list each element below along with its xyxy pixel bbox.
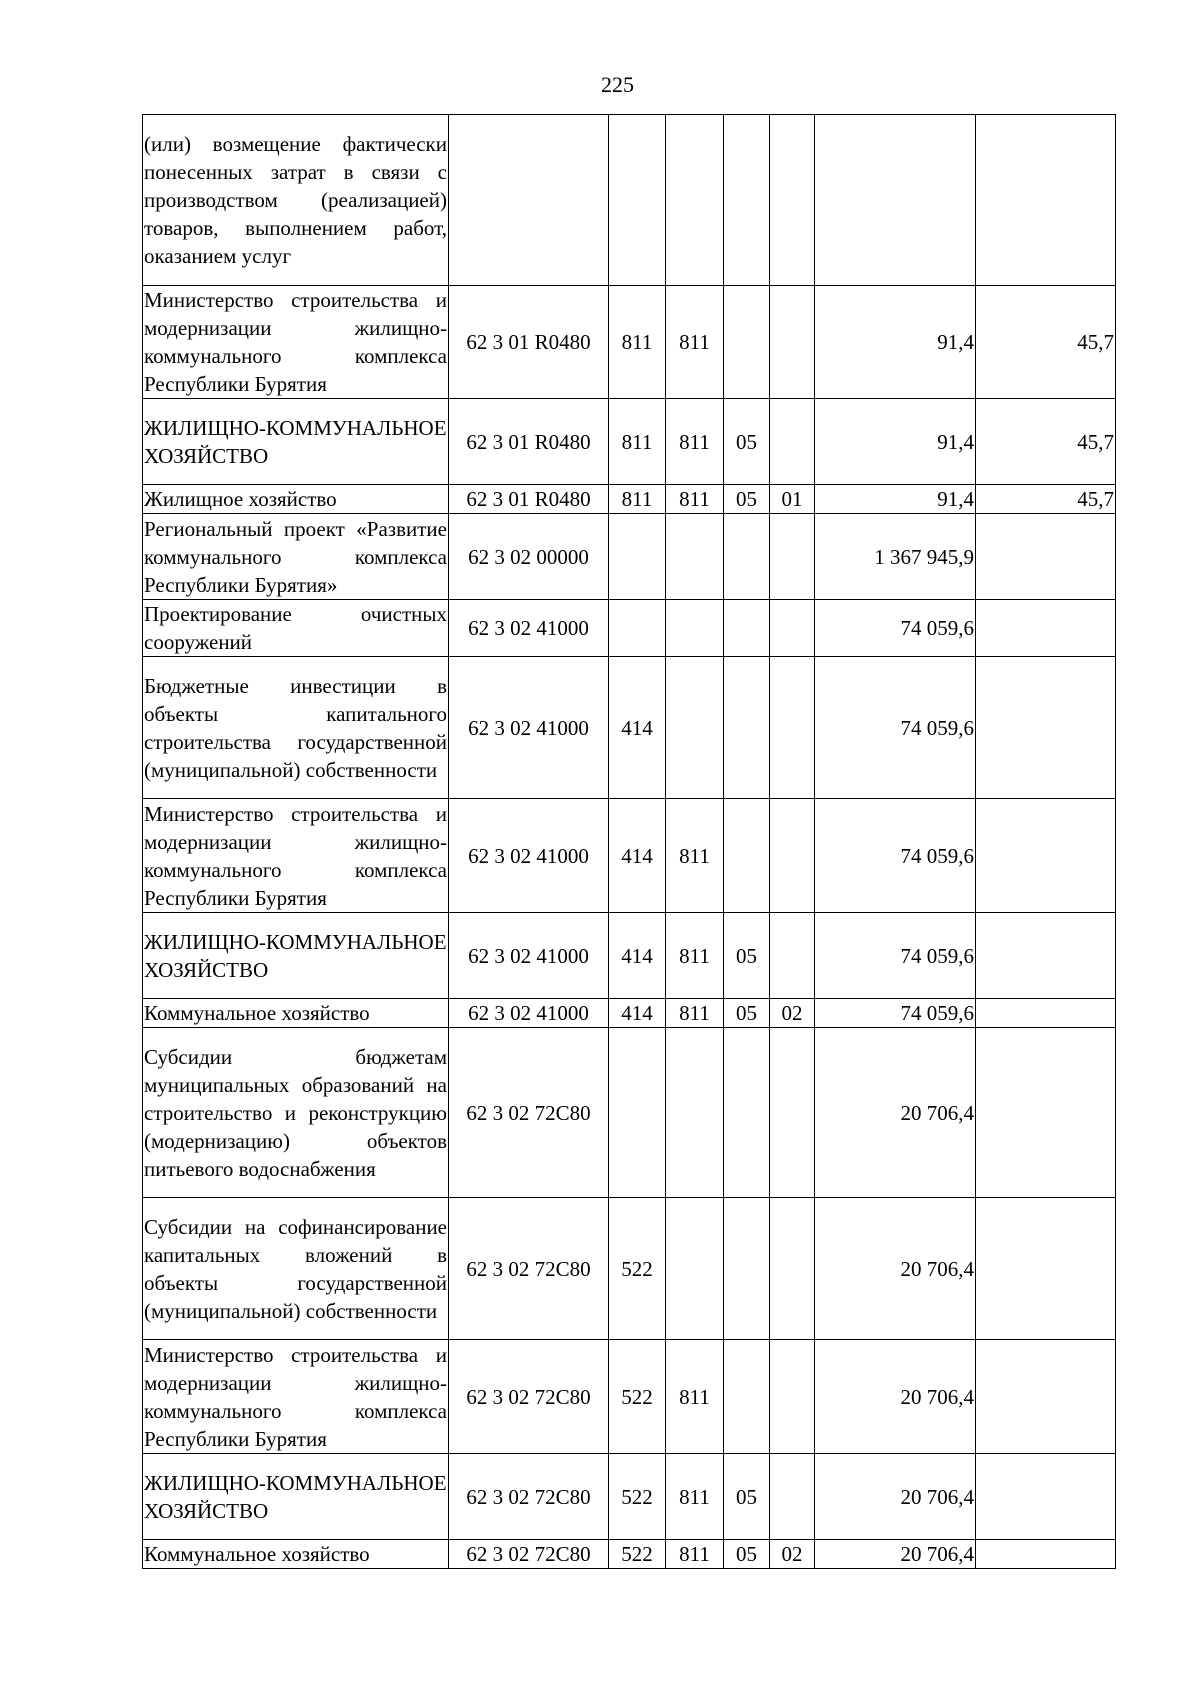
subsection-code-cell: [770, 1198, 815, 1340]
expense-type-cell: 414: [609, 657, 666, 799]
section-code-cell: [724, 657, 770, 799]
amount-1-cell: 91,4: [815, 399, 976, 485]
section-code-cell: [724, 286, 770, 399]
amount-2-cell: [976, 999, 1116, 1028]
row-name-cell: Жилищное хозяйство: [143, 485, 449, 514]
amount-2-cell: 45,7: [976, 485, 1116, 514]
amount-1-cell: 20 706,4: [815, 1198, 976, 1340]
amount-2-cell: 45,7: [976, 286, 1116, 399]
target-code-cell: 62 3 02 41000: [449, 999, 609, 1028]
row-name-cell: Коммунальное хозяйство: [143, 1540, 449, 1569]
table-row: [143, 1340, 1116, 1454]
amount-2-cell: 45,7: [976, 399, 1116, 485]
row-name-cell: ЖИЛИЩНО-КОММУНАЛЬНОЕ ХОЗЯЙСТВО: [143, 399, 449, 485]
table-row: [143, 1198, 1116, 1340]
amount-2-cell: [976, 600, 1116, 657]
row-name-cell: Министерство строительства и модернизации жилищно-коммунального комплекса Республики Бурятия: [143, 799, 449, 913]
table-row: [143, 399, 1116, 485]
section-code-cell: 05: [724, 485, 770, 514]
expense-type-cell: 522: [609, 1540, 666, 1569]
subsection-code-cell: [770, 115, 815, 286]
subsection-code-cell: [770, 1454, 815, 1540]
target-code-cell: 62 3 02 72С80: [449, 1540, 609, 1569]
row-name-cell: ЖИЛИЩНО-КОММУНАЛЬНОЕ ХОЗЯЙСТВО: [143, 1454, 449, 1540]
table-row: [143, 514, 1116, 600]
ministry-code-cell: 811: [666, 399, 724, 485]
amount-2-cell: [976, 799, 1116, 913]
section-code-cell: 05: [724, 999, 770, 1028]
amount-2-cell: [976, 514, 1116, 600]
section-code-cell: 05: [724, 1540, 770, 1569]
expense-type-cell: 811: [609, 399, 666, 485]
ministry-code-cell: [666, 514, 724, 600]
section-code-cell: [724, 600, 770, 657]
expense-type-cell: 522: [609, 1340, 666, 1454]
amount-2-cell: [976, 1028, 1116, 1198]
ministry-code-cell: [666, 657, 724, 799]
expense-type-cell: 414: [609, 799, 666, 913]
expense-type-cell: [609, 1028, 666, 1198]
row-name-cell: Министерство строительства и модернизации жилищно-коммунального комплекса Республики Бурятия: [143, 286, 449, 399]
ministry-code-cell: 811: [666, 1454, 724, 1540]
ministry-code-cell: 811: [666, 485, 724, 514]
row-name-cell: Коммунальное хозяйство: [143, 999, 449, 1028]
row-name-cell: Региональный проект «Развитие коммунального комплекса Республики Бурятия»: [143, 514, 449, 600]
section-code-cell: 05: [724, 399, 770, 485]
section-code-cell: [724, 1340, 770, 1454]
ministry-code-cell: 811: [666, 1340, 724, 1454]
target-code-cell: 62 3 02 41000: [449, 913, 609, 999]
table-row: [143, 115, 1116, 286]
target-code-cell: 62 3 01 R0480: [449, 485, 609, 514]
amount-2-cell: [976, 657, 1116, 799]
amount-1-cell: [815, 115, 976, 286]
row-name-cell: Проектирование очистных сооружений: [143, 600, 449, 657]
table-row: [143, 1454, 1116, 1540]
target-code-cell: 62 3 01 R0480: [449, 286, 609, 399]
amount-1-cell: 20 706,4: [815, 1540, 976, 1569]
amount-2-cell: [976, 1198, 1116, 1340]
ministry-code-cell: [666, 1028, 724, 1198]
row-name-cell: ЖИЛИЩНО-КОММУНАЛЬНОЕ ХОЗЯЙСТВО: [143, 913, 449, 999]
subsection-code-cell: 02: [770, 999, 815, 1028]
ministry-code-cell: 811: [666, 1540, 724, 1569]
amount-2-cell: [976, 913, 1116, 999]
amount-1-cell: 74 059,6: [815, 600, 976, 657]
ministry-code-cell: 811: [666, 286, 724, 399]
target-code-cell: 62 3 02 41000: [449, 600, 609, 657]
amount-1-cell: 91,4: [815, 286, 976, 399]
subsection-code-cell: 01: [770, 485, 815, 514]
target-code-cell: 62 3 02 00000: [449, 514, 609, 600]
target-code-cell: 62 3 02 72С80: [449, 1028, 609, 1198]
table-row: [143, 1028, 1116, 1198]
expense-type-cell: 522: [609, 1198, 666, 1340]
row-name-cell: Бюджетные инвестиции в объекты капитального строительства государственной (муниципальной) собственности: [143, 657, 449, 799]
subsection-code-cell: [770, 799, 815, 913]
section-code-cell: [724, 1198, 770, 1340]
section-code-cell: [724, 799, 770, 913]
expense-type-cell: 414: [609, 999, 666, 1028]
expense-type-cell: 811: [609, 286, 666, 399]
amount-2-cell: [976, 1454, 1116, 1540]
subsection-code-cell: 02: [770, 1540, 815, 1569]
table-row: [143, 999, 1116, 1028]
amount-1-cell: 74 059,6: [815, 913, 976, 999]
target-code-cell: 62 3 02 41000: [449, 799, 609, 913]
table-row: [143, 799, 1116, 913]
expense-type-cell: 414: [609, 913, 666, 999]
expense-type-cell: [609, 600, 666, 657]
ministry-code-cell: [666, 115, 724, 286]
amount-2-cell: [976, 1340, 1116, 1454]
subsection-code-cell: [770, 657, 815, 799]
expense-type-cell: [609, 115, 666, 286]
amount-2-cell: [976, 115, 1116, 286]
amount-2-cell: [976, 1540, 1116, 1569]
target-code-cell: 62 3 02 72С80: [449, 1198, 609, 1340]
target-code-cell: 62 3 01 R0480: [449, 399, 609, 485]
amount-1-cell: 1 367 945,9: [815, 514, 976, 600]
target-code-cell: [449, 115, 609, 286]
table-row: [143, 286, 1116, 399]
ministry-code-cell: 811: [666, 799, 724, 913]
target-code-cell: 62 3 02 72С80: [449, 1340, 609, 1454]
budget-table: [142, 114, 1116, 1569]
subsection-code-cell: [770, 286, 815, 399]
expense-type-cell: [609, 514, 666, 600]
subsection-code-cell: [770, 600, 815, 657]
table-row: [143, 485, 1116, 514]
subsection-code-cell: [770, 1028, 815, 1198]
amount-1-cell: 20 706,4: [815, 1340, 976, 1454]
section-code-cell: [724, 1028, 770, 1198]
expense-type-cell: 811: [609, 485, 666, 514]
amount-1-cell: 20 706,4: [815, 1454, 976, 1540]
row-name-cell: (или) возмещение фактически понесенных затрат в связи с производством (реализацией) товаров, выполнением работ, оказанием услуг: [143, 115, 449, 286]
page-number: 225: [601, 72, 634, 97]
section-code-cell: 05: [724, 913, 770, 999]
subsection-code-cell: [770, 913, 815, 999]
target-code-cell: 62 3 02 41000: [449, 657, 609, 799]
row-name-cell: Субсидии бюджетам муниципальных образований на строительство и реконструкцию (модернизацию) объектов питьевого водоснабжения: [143, 1028, 449, 1198]
row-name-cell: Министерство строительства и модернизации жилищно-коммунального комплекса Республики Бурятия: [143, 1340, 449, 1454]
amount-1-cell: 74 059,6: [815, 799, 976, 913]
table-row: [143, 1540, 1116, 1569]
section-code-cell: [724, 115, 770, 286]
amount-1-cell: 74 059,6: [815, 999, 976, 1028]
table-row: [143, 657, 1116, 799]
amount-1-cell: 91,4: [815, 485, 976, 514]
ministry-code-cell: 811: [666, 999, 724, 1028]
table-row: [143, 913, 1116, 999]
table-row: [143, 600, 1116, 657]
section-code-cell: [724, 514, 770, 600]
subsection-code-cell: [770, 399, 815, 485]
expense-type-cell: 522: [609, 1454, 666, 1540]
subsection-code-cell: [770, 1340, 815, 1454]
amount-1-cell: 20 706,4: [815, 1028, 976, 1198]
amount-1-cell: 74 059,6: [815, 657, 976, 799]
row-name-cell: Субсидии на софинансирование капитальных вложений в объекты государственной (муниципальной) собственности: [143, 1198, 449, 1340]
subsection-code-cell: [770, 514, 815, 600]
ministry-code-cell: 811: [666, 913, 724, 999]
ministry-code-cell: [666, 1198, 724, 1340]
ministry-code-cell: [666, 600, 724, 657]
section-code-cell: 05: [724, 1454, 770, 1540]
target-code-cell: 62 3 02 72С80: [449, 1454, 609, 1540]
